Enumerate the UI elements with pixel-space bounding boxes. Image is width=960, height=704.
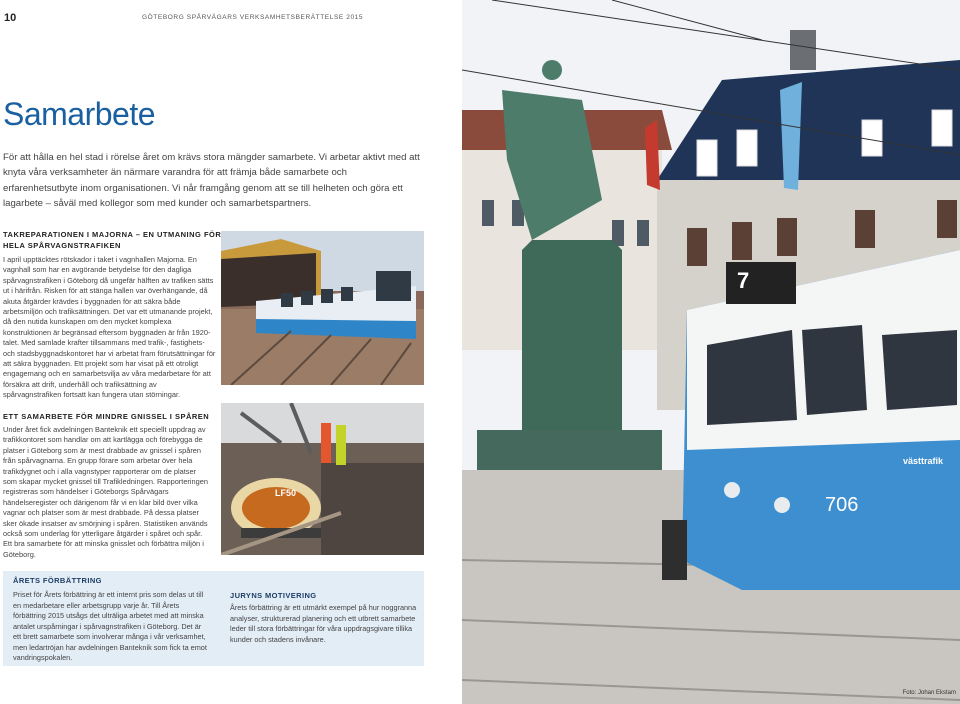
section1-body: I april upptäcktes rötskador i taket i vagnhallen Majorna. En vagnhall som har en avgörande betydelse för den dagliga spårvagnstrafiken i Göteborg då ungefär hälften av trafiken sätts ut i härifrån. Risken för att stänga hallen var överhängande, då akuta åtgärder krävdes i byggnaden för att säkra både arbetsmiljön och trafiksättningen. Det var ett utmanande projekt, då den nutida kunskapen om den mycket komplexa konstruktionen är begränsad eftersom byggnaden är från 1920-talet. Med samlade krafter tillsammans med trafik-, fastighets- och stadsbyggnadskontoret har vi arbetat fram förutsättningar för att säkra byggnaden. Ett projekt som har visat på ett otroligt engagemang och en samarbetsvilja av våra medarbetare för att försäkra att drift, underhåll och trafiksättning av spårvagnstrafiken fortsatt kan fungera utan störningar.: [3, 255, 216, 400]
intro-paragraph: För att hålla en hel stad i rörelse året om krävs stora mängder samarbete. Vi arbetar aktivt med att knyta våra verksamheter än närmare varandra för att främja både samarbete och erfarenhetsutbyte inom organisationen. Vi når framgång genom att se till helheten och göra ett lagarbete – såväl med kollegor som med kunder och samarbetspartners.: [3, 152, 420, 209]
page-title: Samarbete: [3, 96, 156, 132]
running-header: GÖTEBORG SPÅRVÄGARS VERKSAMHETSBERÄTTELSE 2015: [142, 14, 364, 21]
rail-work-photo: [221, 403, 424, 555]
tram-route-number: 7: [737, 268, 750, 293]
section2-heading: ETT SAMARBETE FÖR MINDRE GNISSEL I SPÅREN: [3, 412, 210, 421]
page-number: 10: [4, 12, 17, 24]
section1-heading: [3, 229, 221, 251]
facts-box: [3, 571, 424, 666]
facts-right-body: Årets förbättring är ett utmärkt exempel på hur noggranna analyser, strukturerad planering och ett utbrett samarbete leder till stora förbättringar för våra uppdragsgivare tillika kunder och stadens invånare.: [230, 603, 417, 644]
photo-credit: Foto: Johan Ekstam: [902, 690, 956, 696]
machine-label: LF50: [275, 488, 297, 498]
tram-brand-logo: västtrafik: [903, 456, 944, 466]
section2-body: Under året fick avdelningen Banteknik ett speciellt uppdrag av trafikkontoret som handlar om att kartlägga och förebygga de platser i Göteborg som är mest drabbade av gnissel i spåren från spårvagnarna. En grupp förare som arbetar över hela trafikdygnet och i alla vagnstyper rapporterar om de platser som skapar mycket gnissel till Trafikledningen. Rapporteringen registreras som händelser i Göteborgs Spårvägars händelseregister och därigenom får vi en klar bild över vilka vagnar och platser som är mest drabbade. På dessa platser sker ökade insatser av smörjning i spåren. Statistiken används också som underlag för ytterligare åtgärder i spåret och spår. Ett bra samarbete för att minska gnisslet och förbättra miljön i Göteborg.: [3, 425, 208, 559]
facts-left-heading: ÅRETS FÖRBÄTTRING: [13, 576, 102, 585]
section1-heading-line2: HELA SPÅRVAGNSTRAFIKEN: [3, 241, 121, 250]
section1-heading-line1: TAKREPARATIONEN I MAJORNA – EN UTMANING FÖR: [3, 230, 222, 239]
facts-right-heading: JURYNS MOTIVERING: [230, 591, 317, 600]
facts-left-body: Priset för Årets förbättring är ett internt pris som delas ut till en medarbetare eller arbetsgrupp varje år. Till Årets förbättring 2015 utsågs det ulträliga arbetet med att minska antalet urspårningar i spårvagnstrafiken i Göteborg. Det är ett brett samarbete som involverar många i vår verksamhet, men ledartröjan har avdelningen Banteknik som fick ta emot vandringspokalen.: [13, 590, 207, 662]
tram-depot-photo: [221, 231, 424, 385]
hero-photo-tram-and-statue: [462, 0, 960, 704]
tram-fleet-number: 706: [825, 494, 859, 516]
